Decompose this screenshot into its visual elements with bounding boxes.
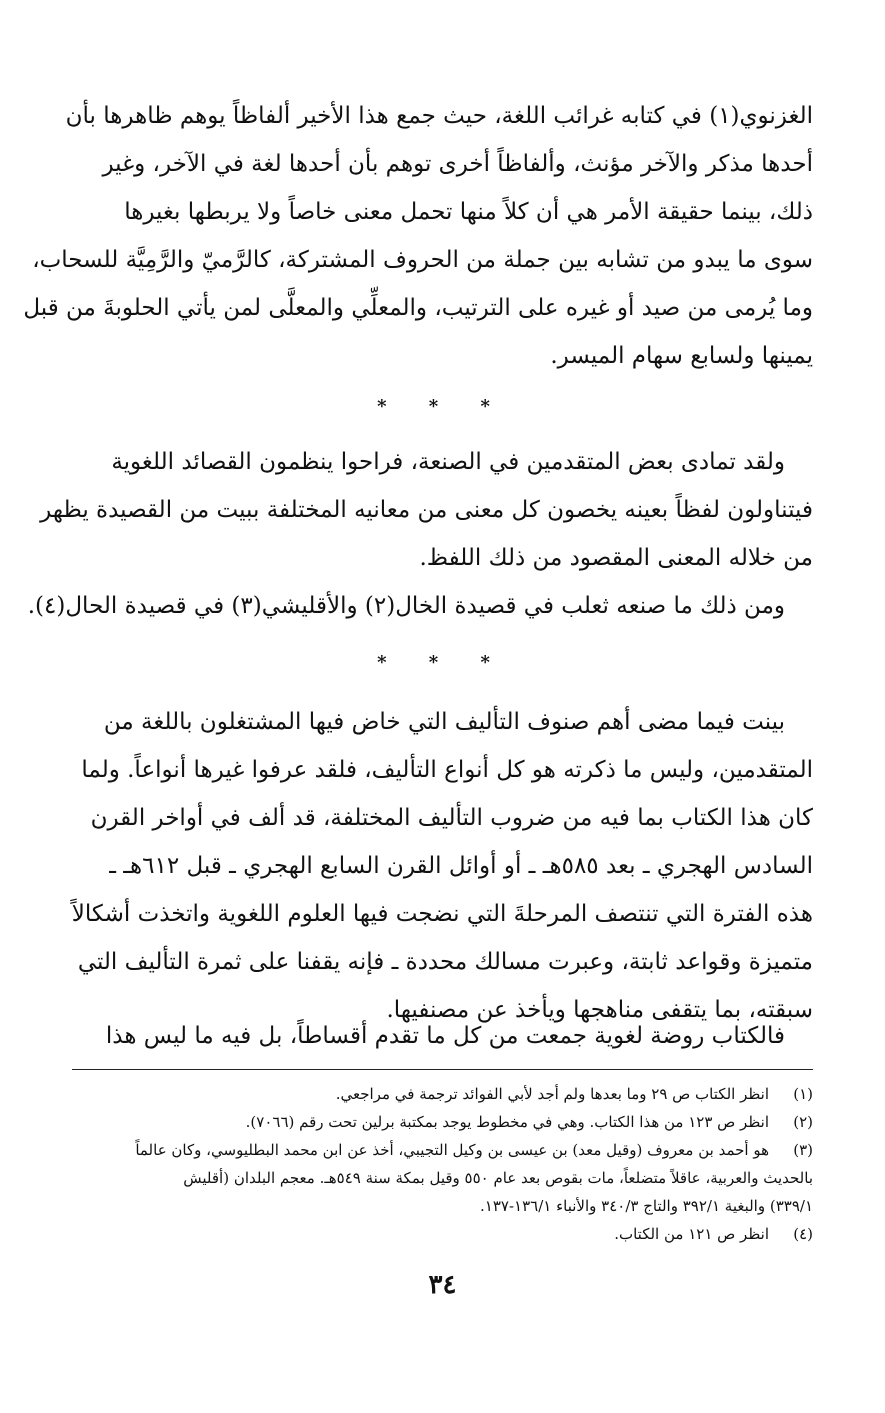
text-line: من خلاله المعنى المقصود من ذلك اللفظ. [419, 545, 813, 571]
text-line: المتقدمين، وليس ما ذكرته هو كل أنواع التأليف، فلقد عرفوا غيرها أنواعاً. ولما [81, 757, 813, 783]
text-line: بينت فيما مضى أهم صنوف التأليف التي خاض فيها المشتغلون باللغة من [103, 709, 785, 735]
footnote-number: (١) [793, 1085, 813, 1103]
footnote-text: بالحديث والعربية، عاقلاً متضلعاً، مات بقوص بعد عام ٥٥٠ وقيل بمكة سنة ٥٤٩هـ. معجم البلدان (أقليش [183, 1169, 813, 1187]
footnote-text: ٣٣٩/١) والبغية ٣٩٢/١ والتاج ٣٤٠/٣ والأنباء ١٣٦/١-١٣٧. [480, 1197, 813, 1215]
footnote-text: انظر ص ١٢١ من الكتاب. [614, 1225, 769, 1243]
paragraph-4 [72, 698, 813, 1034]
paragraph-5 [72, 1012, 813, 1060]
footnote-text: انظر ص ١٢٣ من هذا الكتاب. وهي في مخطوط يوجد بمكتبة برلين تحت رقم (٧٠٦٦). [245, 1113, 769, 1131]
text-line: سوى ما يبدو من تشابه بين جملة من الحروف المشتركة، كالرَّميّ والرَّمِيَّة للسحاب، [32, 247, 813, 273]
text-line: ومن ذلك ما صنعه ثعلب في قصيدة الخال(٢) والأقليشي(٣) في قصيدة الحال(٤). [27, 593, 785, 619]
page-number: ٣٤ [428, 1270, 457, 1300]
section-separator: * * * [377, 396, 508, 417]
footnote-3-continued [72, 1164, 813, 1192]
text-line: فالكتاب روضة لغوية جمعت من كل ما تقدم أقساطاً، بل فيه ما ليس هذا [105, 1023, 785, 1049]
text-line: متميزة وقواعد ثابتة، وعبرت مسالك محددة ـ فإنه يقفنا على ثمرة التأليف التي [77, 949, 813, 975]
footnote-3-continued [72, 1192, 813, 1220]
text-line: ولقد تمادى بعض المتقدمين في الصنعة، فراحوا ينظمون القصائد اللغوية [111, 449, 785, 475]
text-line: وما يُرمى من صيد أو غيره على الترتيب، والمعلِّي والمعلَّى لمن يأتي الحلوبةَ من قبل [23, 295, 813, 321]
paragraph-3 [27, 582, 813, 630]
footnotes [72, 1080, 813, 1248]
footnote-number: (٢) [793, 1113, 813, 1131]
section-separator: * * * [377, 652, 508, 673]
text-line: سبقته، بما يتقفى مناهجها ويأخذ عن مصنفيها. [386, 997, 813, 1023]
text-line: هذه الفترة التي تنتصف المرحلةَ التي نضجت فيها العلوم اللغوية واتخذت أشكالاً [71, 901, 813, 927]
text-line: ذلك، بينما حقيقة الأمر هي أن كلاً منها تحمل معنى خاصاً ولا يربطها بغيرها [124, 199, 813, 225]
footnote-number: (٣) [793, 1141, 813, 1159]
footnote-text: انظر الكتاب ص ٢٩ وما بعدها ولم أجد لأبي الفوائد ترجمة في مراجعي. [335, 1085, 769, 1103]
text-line: فيتناولون لفظاً بعينه يخصون كل معنى من معانيه المختلفة ببيت من القصيدة يظهر [40, 497, 813, 523]
footnote-2 [72, 1108, 813, 1136]
paragraph-2 [40, 438, 813, 582]
text-line: السادس الهجري ـ بعد ٥٨٥هـ ـ أو أوائل القرن السابع الهجري ـ قبل ٦١٢هـ ـ [109, 853, 813, 879]
text-line: كان هذا الكتاب بما فيه من ضروب التأليف المختلفة، قد ألف في أواخر القرن [90, 805, 813, 831]
footnote-divider [72, 1069, 813, 1070]
footnote-4 [72, 1220, 813, 1248]
text-line: أحدها مذكر والآخر مؤنث، وألفاظاً أخرى توهم بأن أحدها لغة في الآخر، وغير [102, 151, 813, 177]
footnote-1 [72, 1080, 813, 1108]
text-line: يمينها ولسابع سهام الميسر. [550, 343, 813, 369]
text-line: الغزنوي(١) في كتابه غرائب اللغة، حيث جمع هذا الأخير ألفاظاً يوهم ظاهرها بأن [65, 103, 813, 129]
footnote-number: (٤) [793, 1225, 813, 1243]
paragraph-1 [23, 92, 813, 380]
footnote-3 [72, 1136, 813, 1164]
footnote-text: هو أحمد بن معروف (وقيل معد) بن عيسى بن وكيل التجيبي، أخذ عن ابن محمد البطليوسي، وكان عالماً [135, 1141, 769, 1159]
